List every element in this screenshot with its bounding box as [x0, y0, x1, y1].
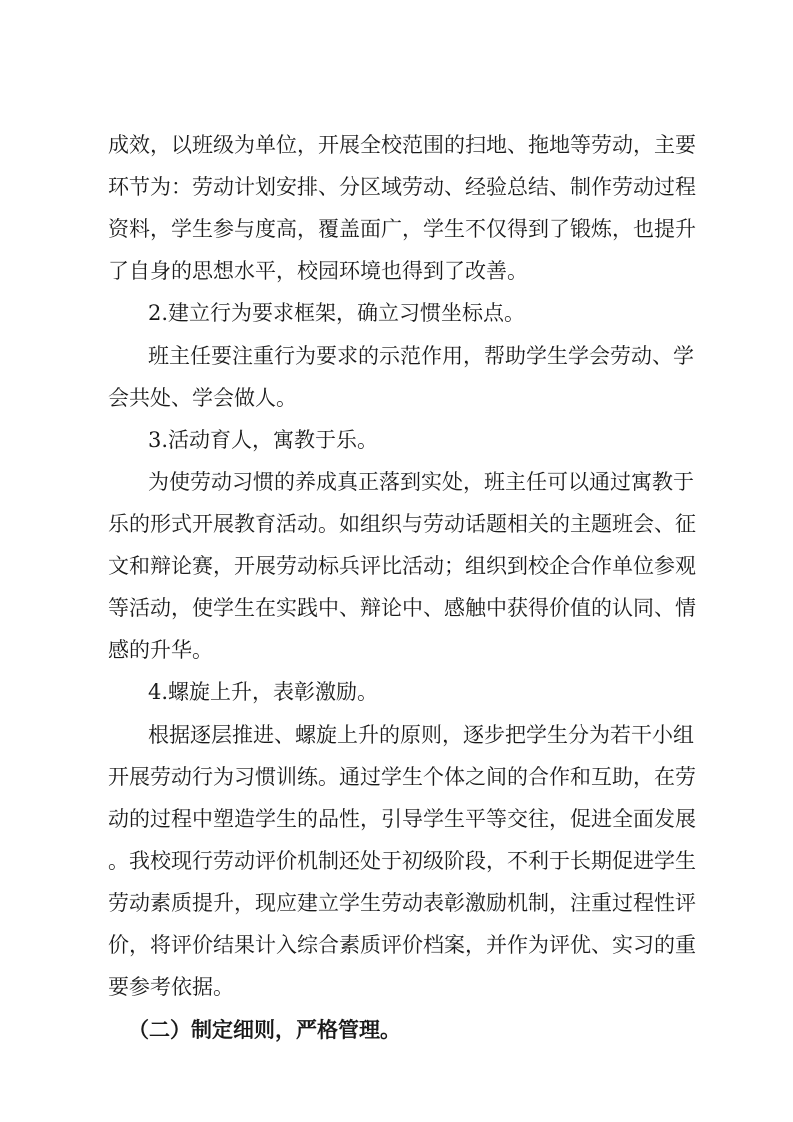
body-text-line: 成效，以班级为单位，开展全校范围的扫地、拖地等劳动，主要 — [108, 133, 696, 157]
body-text-line: 等活动，使学生在实践中、辩论中、感触中获得价值的认同、情 — [108, 596, 696, 620]
body-text-line: 劳动素质提升，现应建立学生劳动表彰激励机制，注重过程性评 — [108, 891, 696, 915]
body-text-line: 根据逐层推进、螺旋上升的原则，逐步把学生分为若干小组 — [148, 723, 694, 747]
body-text-line: 文和辩论赛，开展劳动标兵评比活动；组织到校企合作单位参观 — [108, 554, 696, 578]
body-text-line: 。我校现行劳动评价机制还处于初级阶段，不利于长期促进学生 — [108, 849, 696, 873]
body-text-line: 班主任要注重行为要求的示范作用，帮助学生学会劳动、学 — [148, 344, 694, 368]
body-text-line: 动的过程中塑造学生的品性，引导学生平等交往，促进全面发展 — [108, 807, 696, 831]
body-text-line: 要参考依据。 — [108, 975, 234, 999]
body-text-line: 开展劳动行为习惯训练。通过学生个体之间的合作和互助，在劳 — [108, 765, 696, 789]
body-text-line: 价，将评价结果计入综合素质评价档案，并作为评优、实习的重 — [108, 933, 696, 957]
body-text-line: 环节为：劳动计划安排、分区域劳动、经验总结、制作劳动过程 — [108, 175, 696, 199]
body-text-line: 会共处、学会做人。 — [108, 386, 297, 410]
section-heading-4: 4.螺旋上升，表彰激励。 — [148, 680, 379, 704]
body-text-line: 为使劳动习惯的养成真正落到实处，班主任可以通过寓教于 — [148, 470, 694, 494]
body-text-line: 感的升华。 — [108, 638, 213, 662]
body-text-line: 资料，学生参与度高，覆盖面广，学生不仅得到了锻炼，也提升 — [108, 217, 696, 241]
body-text-line: 了自身的思想水平，校园环境也得到了改善。 — [108, 259, 528, 283]
chapter-heading: （二）制定细则，严格管理。 — [128, 1018, 401, 1042]
section-heading-3: 3.活动育人，寓教于乐。 — [148, 428, 379, 452]
section-heading-2: 2.建立行为要求框架，确立习惯坐标点。 — [148, 301, 526, 325]
body-text-line: 乐的形式开展教育活动。如组织与劳动话题相关的主题班会、征 — [108, 512, 696, 536]
